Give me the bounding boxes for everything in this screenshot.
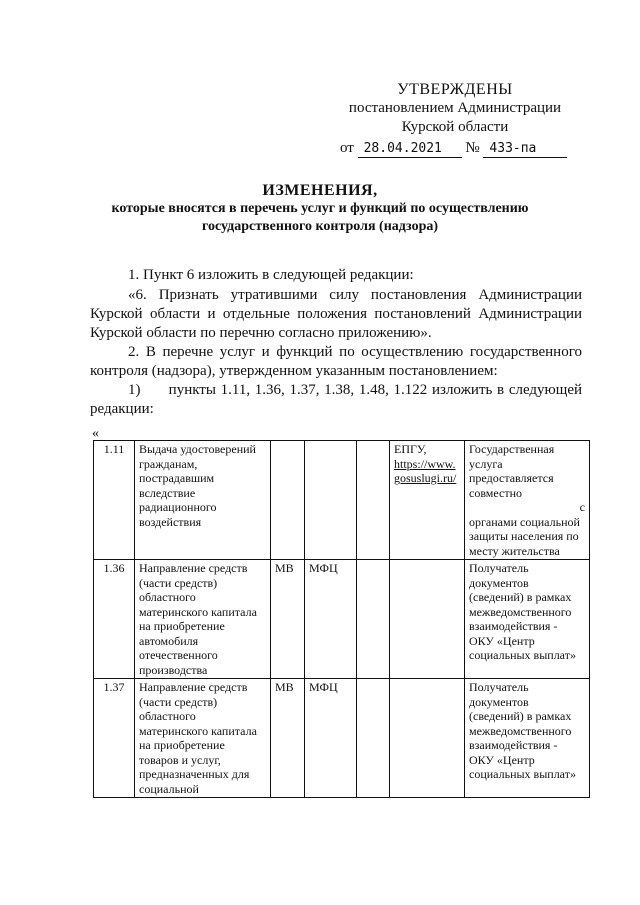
service-name: Выдача удостоверений гражданам, пострадавшим вследствие радиационного воздействия <box>135 441 271 560</box>
portal-cell <box>390 560 465 679</box>
cell-col5 <box>357 679 390 798</box>
heading-title: ИЗМЕНЕНИЯ, <box>262 182 378 199</box>
table-row <box>94 441 590 560</box>
item-1-quote: «6. Признать утратившими силу постановления Администрации Курской области и отдельные положения постановлений Администрации Курской области по перечню согласно приложению». <box>90 287 582 341</box>
quote-open-mark: « <box>92 426 99 441</box>
cell-col4: МФЦ <box>305 560 357 679</box>
row-number: 1.11 <box>94 441 135 560</box>
table-row <box>94 679 590 798</box>
cell-col3 <box>271 441 305 560</box>
item-2: 2. В перечне услуг и функций по осуществлению государственного контроля (надзора), утвержденном указанным постановлением: <box>90 344 582 379</box>
cell-col3: МВ <box>271 560 305 679</box>
note-part-c: органами социальной защиты населения по месту жительства <box>469 514 580 558</box>
approval-date: 28.04.2021 <box>358 141 462 158</box>
approval-number: 433-па <box>483 141 567 158</box>
number-prefix: № <box>465 140 480 156</box>
portal-cell <box>390 441 465 560</box>
row-number: 1.37 <box>94 679 135 798</box>
cell-col3: МВ <box>271 679 305 798</box>
heading-subtitle-2: государственного контроля (надзора) <box>201 219 439 234</box>
note-cell: Получатель документов (сведений) в рамках межведомственного взаимодействия - ОКУ «Центр социальных выплат» <box>465 679 590 798</box>
services-table <box>93 440 590 798</box>
approval-block <box>330 80 580 158</box>
service-name: Направление средств (части средств) областного материнского капитала на приобретение автомобиля отечественного производства <box>135 560 271 679</box>
cell-col5 <box>357 441 390 560</box>
heading-subtitle-1: которые вносятся в перечень услуг и функций по осуществлению <box>111 201 529 216</box>
gosuslugi-link[interactable]: https://www.gosuslugi.ru/ <box>394 456 457 485</box>
portal-label: ЕПГУ, <box>394 442 427 456</box>
approval-date-line <box>330 139 580 158</box>
date-prefix: от <box>340 140 354 156</box>
note-cell <box>465 441 590 560</box>
cell-col4 <box>305 441 357 560</box>
approval-title: УТВЕРЖДЕНЫ <box>397 81 513 98</box>
item-2-sub: 1) пункты 1.11, 1.36, 1.37, 1.38, 1.48, 1.122 изложить в следующей редакции: <box>90 382 582 417</box>
note-part-b: с <box>579 500 585 514</box>
body-text <box>90 266 582 419</box>
approval-line-2: Курской области <box>401 119 509 135</box>
row-number: 1.36 <box>94 560 135 679</box>
approval-line-1: постановлением Администрации <box>348 100 562 116</box>
cell-col4: МФЦ <box>305 679 357 798</box>
table-row <box>94 560 590 679</box>
note-cell: Получатель документов (сведений) в рамках межведомственного взаимодействия - ОКУ «Центр социальных выплат» <box>465 560 590 679</box>
service-name: Направление средств (части средств) областного материнского капитала на приобретение товаров и услуг, предназначенных для социальной <box>135 679 271 798</box>
portal-cell <box>390 679 465 798</box>
item-1: 1. Пункт 6 изложить в следующей редакции: <box>128 267 414 283</box>
cell-col5 <box>357 560 390 679</box>
note-part-a: Государственная услуга предоставляется совместно <box>469 442 555 500</box>
document-heading <box>90 182 550 236</box>
